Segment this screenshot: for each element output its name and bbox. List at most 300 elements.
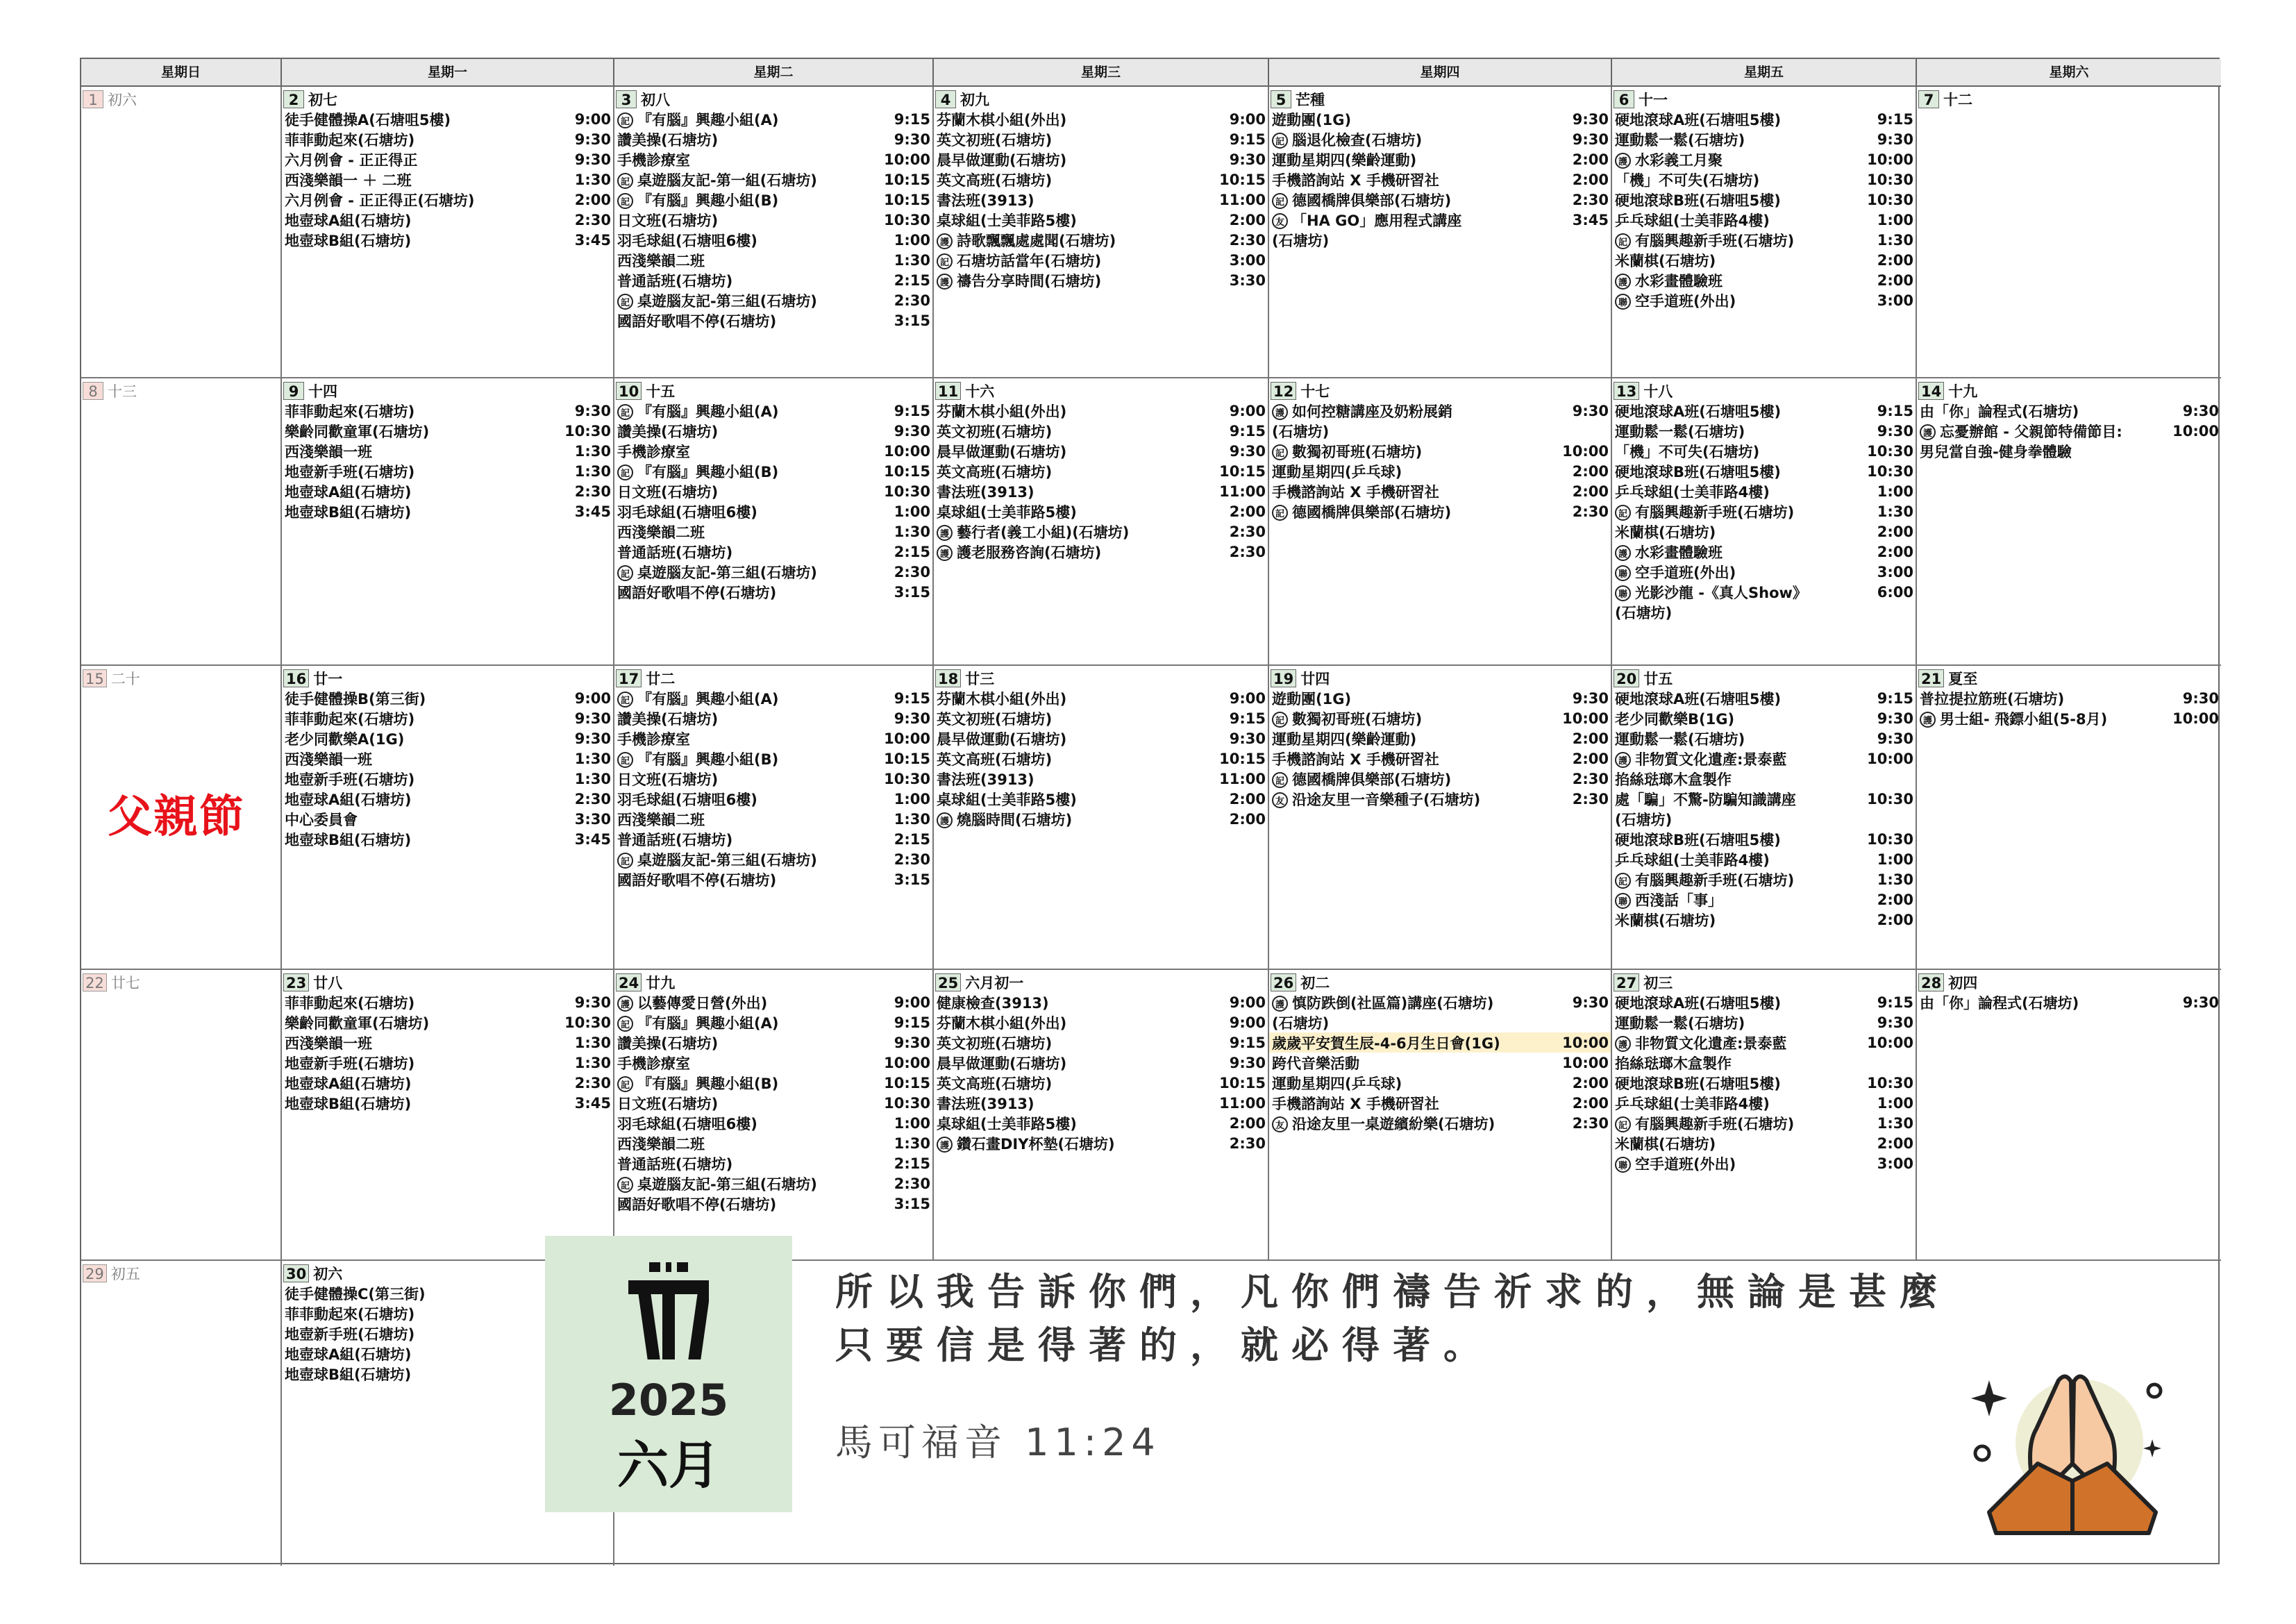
event-item bbox=[282, 1093, 613, 1113]
event-title bbox=[1615, 992, 1781, 1013]
month-banner bbox=[545, 1236, 2222, 1541]
event-title bbox=[285, 789, 411, 810]
date-number: 14 bbox=[1918, 382, 1944, 400]
event-item bbox=[934, 992, 1268, 1012]
date-header bbox=[1918, 973, 2221, 992]
date-header bbox=[83, 381, 280, 401]
event-time: 2:00 bbox=[1229, 810, 1266, 828]
event-title-text: 地壺球A組(石塘坊) bbox=[285, 791, 412, 808]
event-item bbox=[614, 829, 932, 849]
event-title-text: 『有腦』興趣小組(B) bbox=[637, 751, 779, 768]
event-item bbox=[934, 461, 1268, 481]
day-cell bbox=[81, 666, 282, 970]
event-title-text: 米蘭棋(石塘坊) bbox=[1615, 252, 1716, 269]
date-number: 9 bbox=[283, 382, 304, 400]
event-title bbox=[1615, 1012, 1745, 1033]
day-cell bbox=[1917, 666, 2221, 970]
event-time: 2:30 bbox=[1572, 1114, 1609, 1132]
event-title bbox=[617, 849, 817, 870]
event-title bbox=[937, 1093, 1034, 1114]
date-number: 1 bbox=[83, 90, 103, 108]
event-item bbox=[614, 582, 932, 602]
event-item bbox=[1612, 169, 1916, 190]
lunar-date: 廿五 bbox=[1643, 671, 1673, 687]
event-title bbox=[285, 748, 372, 769]
event-item bbox=[614, 1032, 932, 1053]
event-time: 9:15 bbox=[1229, 422, 1266, 440]
event-title bbox=[1272, 789, 1480, 810]
event-title bbox=[617, 230, 757, 251]
event-item bbox=[282, 210, 613, 230]
event-time: 1:30 bbox=[1877, 503, 1913, 520]
event-item bbox=[282, 461, 613, 481]
event-item bbox=[1612, 562, 1916, 582]
event-time: 10:00 bbox=[884, 1054, 930, 1071]
event-time: 2:30 bbox=[1572, 770, 1609, 787]
category-badge-icon: 記 bbox=[617, 565, 633, 581]
event-title bbox=[617, 250, 705, 271]
event-time: 2:30 bbox=[894, 1175, 930, 1192]
event-title bbox=[285, 1364, 411, 1384]
event-title-text: 普通話班(石塘坊) bbox=[617, 1155, 733, 1173]
event-title-text: 西淺樂韻二班 bbox=[617, 1135, 705, 1153]
category-badge-icon: 記 bbox=[617, 692, 633, 708]
date-header bbox=[616, 90, 932, 109]
event-title-text: 日文班(石塘坊) bbox=[617, 1095, 719, 1112]
event-title bbox=[937, 149, 1066, 170]
event-title-text: 運動鬆一鬆(石塘坊) bbox=[1615, 1014, 1745, 1032]
event-title bbox=[617, 748, 778, 769]
event-time: 1:30 bbox=[574, 171, 611, 188]
event-time: 9:15 bbox=[1877, 110, 1913, 128]
event-title-text: 腦退化檢查(石塘坊) bbox=[1292, 131, 1423, 149]
event-item bbox=[282, 829, 613, 849]
event-title-text: 地壺新手班(石塘坊) bbox=[285, 771, 415, 788]
event-time: 1:00 bbox=[894, 790, 930, 807]
event-item bbox=[1612, 501, 1916, 521]
event-title-text: 水彩畫體驗班 bbox=[1635, 544, 1723, 561]
event-title bbox=[1615, 270, 1723, 291]
event-item bbox=[1269, 992, 1611, 1012]
event-item bbox=[1612, 748, 1916, 769]
weekday-header: 星期六 bbox=[1917, 59, 2221, 87]
day-cell bbox=[1269, 378, 1612, 666]
event-time: 10:15 bbox=[884, 1074, 930, 1091]
event-title-text: 晨早做運動(石塘坊) bbox=[937, 730, 1067, 748]
category-badge-icon: 友 bbox=[1272, 792, 1288, 808]
event-item bbox=[1612, 210, 1916, 230]
event-title-text: 芬蘭木棋小組(外出) bbox=[937, 403, 1067, 420]
event-title bbox=[617, 1133, 705, 1154]
event-item bbox=[614, 521, 932, 542]
event-title-text: 地壺球B組(石塘坊) bbox=[285, 1366, 412, 1383]
event-item bbox=[282, 728, 613, 748]
date-header bbox=[283, 381, 613, 401]
event-time: 3:45 bbox=[574, 503, 611, 520]
event-title-text: 乒乓球組(士美菲路4樓) bbox=[1615, 851, 1770, 869]
category-badge-icon: 護 bbox=[937, 1137, 953, 1153]
event-title-text: 桌球組(士美菲路5樓) bbox=[937, 503, 1077, 521]
event-title-text: 米蘭棋(石塘坊) bbox=[1615, 1135, 1716, 1153]
event-title bbox=[937, 1012, 1066, 1033]
event-item bbox=[934, 728, 1268, 748]
event-title bbox=[1272, 441, 1422, 462]
event-title bbox=[1615, 910, 1716, 930]
day-cell bbox=[81, 970, 282, 1261]
event-item bbox=[934, 250, 1268, 270]
event-title-text: 硬地滾球A班(石塘咀5樓) bbox=[1615, 403, 1782, 420]
event-title-text: 空手道班(外出) bbox=[1635, 564, 1736, 581]
event-title bbox=[1615, 1133, 1716, 1154]
event-title-text: 地壺球B組(石塘坊) bbox=[285, 1095, 412, 1112]
event-item bbox=[1612, 1113, 1916, 1133]
event-time: 2:00 bbox=[1572, 171, 1609, 188]
event-title-text: 手機諮詢站 X 手機研習社 bbox=[1272, 171, 1439, 189]
event-title bbox=[285, 401, 414, 421]
event-title bbox=[937, 461, 1052, 482]
event-title bbox=[1272, 728, 1416, 749]
event-title-text: 羽毛球組(石塘咀6樓) bbox=[617, 232, 757, 249]
date-header bbox=[935, 381, 1268, 401]
event-time: 2:15 bbox=[894, 543, 930, 560]
event-title bbox=[937, 748, 1052, 769]
date-number: 25 bbox=[935, 973, 961, 991]
lunar-date: 夏至 bbox=[1948, 671, 1978, 687]
event-time: 10:15 bbox=[884, 462, 930, 480]
event-title bbox=[1272, 190, 1451, 210]
event-item bbox=[934, 169, 1268, 190]
event-title-text: 由「你」論程式(石塘坊) bbox=[1920, 403, 2079, 420]
event-item bbox=[1269, 728, 1611, 748]
day-cell bbox=[614, 378, 934, 666]
event-title bbox=[285, 461, 414, 482]
event-title-text: 讚美操(石塘坊) bbox=[617, 1035, 719, 1052]
category-badge-icon: 護 bbox=[1615, 1036, 1631, 1052]
day-cell bbox=[1612, 87, 1917, 378]
event-item bbox=[1612, 1093, 1916, 1113]
event-item bbox=[1612, 1012, 1916, 1032]
category-badge-icon: 記 bbox=[617, 112, 633, 128]
event-title-text: 地壺球A組(石塘坊) bbox=[285, 212, 412, 229]
event-title bbox=[937, 992, 1049, 1013]
event-title bbox=[937, 401, 1066, 421]
weekday-header: 星期三 bbox=[934, 59, 1269, 87]
category-badge-icon: 護 bbox=[1920, 424, 1936, 440]
day-cell bbox=[1917, 378, 2221, 666]
event-title bbox=[617, 441, 690, 462]
event-title-text: 地壺球A組(石塘坊) bbox=[285, 1346, 412, 1363]
event-time: 9:30 bbox=[1229, 1054, 1266, 1071]
event-title-text: 樂齡同歡童軍(石塘坊) bbox=[285, 1014, 430, 1032]
date-number: 17 bbox=[616, 669, 642, 687]
event-item bbox=[614, 789, 932, 809]
event-time: 2:00 bbox=[1229, 790, 1266, 807]
event-item bbox=[1269, 769, 1611, 789]
event-time: 9:15 bbox=[894, 402, 930, 419]
event-title bbox=[1615, 869, 1794, 890]
event-title-text: 「機」不可失(石塘坊) bbox=[1615, 171, 1760, 189]
event-title-text: 『有腦』興趣小組(B) bbox=[637, 1075, 779, 1092]
event-title-text: (石塘坊) bbox=[1272, 1014, 1330, 1032]
event-title-text: 空手道班(外出) bbox=[1635, 1155, 1736, 1173]
event-title bbox=[1920, 688, 2064, 709]
category-badge-icon: 聯 bbox=[1615, 294, 1631, 310]
event-time: 1:30 bbox=[574, 750, 611, 767]
event-title-text: 地壺新手班(石塘坊) bbox=[285, 1055, 415, 1072]
event-title-text: 讚美操(石塘坊) bbox=[617, 423, 719, 440]
event-item bbox=[934, 789, 1268, 809]
event-title bbox=[617, 290, 817, 311]
event-item bbox=[282, 1012, 613, 1032]
event-item bbox=[934, 688, 1268, 708]
event-time: 9:00 bbox=[1229, 1014, 1266, 1031]
event-time: 10:00 bbox=[1867, 151, 1913, 168]
lunar-date: 十七 bbox=[1300, 383, 1330, 400]
event-item bbox=[1269, 461, 1611, 481]
event-item bbox=[614, 1173, 932, 1194]
event-title bbox=[285, 1012, 429, 1033]
event-title bbox=[617, 461, 778, 482]
event-time: 9:30 bbox=[1572, 689, 1609, 707]
event-time: 3:15 bbox=[894, 1195, 930, 1212]
lunar-date: 廿四 bbox=[1300, 671, 1330, 687]
event-title bbox=[937, 129, 1052, 150]
event-time: 10:00 bbox=[1867, 750, 1913, 767]
event-time: 2:00 bbox=[1877, 251, 1913, 269]
event-title bbox=[1615, 149, 1723, 170]
event-time: 1:30 bbox=[574, 770, 611, 787]
event-title bbox=[1615, 542, 1723, 562]
event-title bbox=[617, 542, 732, 562]
event-time: 9:30 bbox=[1572, 110, 1609, 128]
event-title-text: (石塘坊) bbox=[1615, 604, 1673, 621]
event-item bbox=[934, 501, 1268, 521]
event-title-text: 普通話班(石塘坊) bbox=[617, 831, 733, 848]
event-item bbox=[282, 708, 613, 728]
event-time: 2:30 bbox=[574, 483, 611, 500]
event-title-text: 「機」不可失(石塘坊) bbox=[1615, 443, 1760, 460]
event-title-text: 國語好歌唱不停(石塘坊) bbox=[617, 871, 777, 889]
event-time: 9:00 bbox=[574, 689, 611, 707]
event-title-text: 掐絲琺瑯木盒製作 bbox=[1615, 1055, 1732, 1072]
event-time: 10:15 bbox=[1219, 462, 1266, 480]
event-title bbox=[1272, 169, 1439, 190]
event-title bbox=[1272, 1093, 1439, 1114]
lunar-date: 初五 bbox=[110, 1266, 140, 1282]
category-badge-icon: 記 bbox=[617, 193, 633, 209]
event-title-text: 英文高班(石塘坊) bbox=[937, 1075, 1053, 1092]
event-time: 9:00 bbox=[1229, 689, 1266, 707]
event-title bbox=[1615, 461, 1781, 482]
category-badge-icon: 記 bbox=[617, 1076, 633, 1092]
event-title bbox=[285, 1303, 414, 1324]
event-item bbox=[1917, 401, 2221, 421]
event-title bbox=[937, 728, 1066, 749]
date-number: 29 bbox=[83, 1264, 107, 1282]
event-title-text: 老少同歡樂B(1G) bbox=[1615, 710, 1735, 728]
event-time: 9:30 bbox=[1572, 994, 1609, 1011]
event-title-text: 數獨初哥班(石塘坊) bbox=[1292, 710, 1423, 728]
event-time: 2:30 bbox=[574, 1074, 611, 1091]
category-badge-icon: 記 bbox=[937, 253, 953, 269]
event-item bbox=[1612, 602, 1916, 622]
event-title-text: 日文班(石塘坊) bbox=[617, 212, 719, 229]
event-title bbox=[617, 869, 776, 890]
event-title bbox=[285, 129, 414, 150]
event-time: 10:30 bbox=[884, 483, 930, 500]
event-title bbox=[937, 501, 1077, 522]
event-title bbox=[285, 992, 414, 1013]
date-number: 24 bbox=[616, 973, 642, 991]
event-item bbox=[1269, 789, 1611, 809]
day-cell bbox=[1917, 970, 2221, 1261]
event-title bbox=[617, 270, 732, 291]
event-item bbox=[282, 230, 613, 250]
event-time: 3:00 bbox=[1229, 251, 1266, 269]
event-time: 3:45 bbox=[574, 1094, 611, 1112]
date-number: 23 bbox=[283, 973, 309, 991]
event-item bbox=[282, 748, 613, 769]
event-title-text: 徒手健體操B(第三街) bbox=[285, 690, 426, 708]
event-time: 9:30 bbox=[2182, 994, 2219, 1011]
event-item bbox=[614, 1194, 932, 1214]
event-title bbox=[1615, 230, 1794, 251]
event-title bbox=[1615, 1093, 1770, 1114]
event-title-text: 沿途友里一音樂種子(石塘坊) bbox=[1292, 791, 1481, 808]
category-badge-icon: 記 bbox=[617, 1016, 633, 1032]
event-title bbox=[617, 310, 776, 331]
event-title bbox=[1615, 748, 1786, 769]
event-title bbox=[937, 250, 1101, 271]
event-time: 2:00 bbox=[1877, 1135, 1913, 1152]
event-time: 9:30 bbox=[1877, 730, 1913, 747]
event-title bbox=[1615, 728, 1745, 749]
event-time: 10:30 bbox=[884, 211, 930, 228]
event-title bbox=[285, 1283, 426, 1304]
event-time: 2:00 bbox=[1877, 891, 1913, 908]
calendar-month: 六月 bbox=[617, 1436, 720, 1496]
event-item bbox=[1612, 270, 1916, 290]
event-time: 10:15 bbox=[884, 171, 930, 188]
event-title-text: 晨早做運動(石塘坊) bbox=[937, 443, 1067, 460]
event-title-text: 以藝傳愛日營(外出) bbox=[637, 994, 768, 1012]
event-title bbox=[1615, 169, 1759, 190]
event-time: 9:00 bbox=[574, 110, 611, 128]
event-title-text: 非物質文化遺產:景泰藍 bbox=[1635, 1035, 1787, 1052]
event-title bbox=[285, 1073, 411, 1094]
category-badge-icon: 護 bbox=[937, 274, 953, 290]
event-time: 3:45 bbox=[574, 231, 611, 249]
event-title-text: 忘憂辦館 - 父親節特備節目: bbox=[1940, 423, 2122, 440]
event-time: 10:15 bbox=[1219, 750, 1266, 767]
event-item bbox=[934, 1093, 1268, 1113]
event-title-text: 普拉提拉筋班(石塘坊) bbox=[1920, 690, 2065, 708]
date-header bbox=[616, 973, 932, 992]
event-time: 2:00 bbox=[1572, 1074, 1609, 1091]
event-title bbox=[1272, 708, 1422, 729]
date-header bbox=[1614, 90, 1916, 109]
event-time: 9:30 bbox=[1229, 151, 1266, 168]
event-title bbox=[1615, 708, 1734, 729]
date-header bbox=[1271, 381, 1611, 401]
event-title-text: 桌遊腦友記-第一組(石塘坊) bbox=[637, 171, 817, 189]
event-item bbox=[1612, 889, 1916, 910]
event-title bbox=[1272, 748, 1439, 769]
event-time: 1:30 bbox=[894, 251, 930, 269]
event-title bbox=[1920, 441, 2072, 462]
event-title-text: 日文班(石塘坊) bbox=[617, 771, 719, 788]
day-cell bbox=[1269, 666, 1612, 970]
event-title-text: 樂齡同歡童軍(石塘坊) bbox=[285, 423, 430, 440]
event-item bbox=[614, 109, 932, 129]
event-item bbox=[934, 481, 1268, 501]
event-item bbox=[614, 310, 932, 330]
event-time: 10:15 bbox=[884, 191, 930, 208]
event-title bbox=[617, 1012, 778, 1033]
category-badge-icon: 記 bbox=[617, 173, 633, 189]
event-title bbox=[1615, 521, 1716, 542]
event-item bbox=[282, 688, 613, 708]
date-header bbox=[935, 90, 1268, 109]
category-badge-icon: 護 bbox=[1615, 752, 1631, 768]
event-item bbox=[614, 149, 932, 169]
event-item bbox=[614, 748, 932, 769]
event-time: 10:00 bbox=[2172, 422, 2219, 440]
event-time: 10:30 bbox=[1867, 1074, 1913, 1091]
event-title-text: 運動鬆一鬆(石塘坊) bbox=[1615, 423, 1745, 440]
event-title bbox=[1615, 501, 1794, 522]
date-number: 19 bbox=[1271, 669, 1296, 687]
event-title bbox=[1615, 1053, 1732, 1073]
event-title bbox=[617, 688, 778, 709]
event-item bbox=[1612, 441, 1916, 461]
event-title-text: 德國橋牌俱樂部(石塘坊) bbox=[1292, 771, 1452, 788]
event-title-text: 硬地滾球A班(石塘咀5樓) bbox=[1615, 690, 1782, 708]
event-title bbox=[1615, 789, 1796, 810]
date-header bbox=[283, 669, 613, 688]
event-title-text: 光影沙龍 -《真人Show》 bbox=[1635, 584, 1807, 601]
event-title-text: 空手道班(外出) bbox=[1635, 292, 1736, 310]
event-title bbox=[937, 230, 1116, 251]
event-title-text: 菲菲動起來(石塘坊) bbox=[285, 710, 415, 728]
event-title-text: 菲菲動起來(石塘坊) bbox=[285, 403, 415, 420]
event-title bbox=[1920, 708, 2107, 729]
lunar-date: 廿九 bbox=[646, 975, 676, 991]
lunar-date: 初八 bbox=[641, 92, 670, 108]
scripture-verse-line-1: 所以我告訴你們，凡你們禱告祈求的，無論是甚麼 bbox=[835, 1270, 1950, 1314]
date-number: 5 bbox=[1271, 90, 1291, 108]
event-title bbox=[617, 789, 757, 810]
event-item bbox=[934, 1113, 1268, 1133]
event-title bbox=[1615, 481, 1770, 502]
event-title bbox=[285, 501, 411, 522]
event-title-text: 國語好歌唱不停(石塘坊) bbox=[617, 1196, 777, 1213]
event-time: 10:15 bbox=[884, 750, 930, 767]
event-time: 1:00 bbox=[894, 231, 930, 249]
date-number: 7 bbox=[1918, 90, 1939, 108]
event-title-text: 西淺樂韻一班 bbox=[285, 751, 372, 768]
event-title-text: 菲菲動起來(石塘坊) bbox=[285, 1305, 415, 1323]
event-title bbox=[285, 1093, 411, 1114]
event-time: 10:00 bbox=[2172, 710, 2219, 727]
event-time: 9:30 bbox=[894, 1034, 930, 1051]
lunar-date: 十八 bbox=[1643, 383, 1673, 400]
date-number: 18 bbox=[935, 669, 961, 687]
event-time: 3:30 bbox=[574, 810, 611, 828]
event-title-text: 西淺樂韻一 ＋ 二班 bbox=[285, 171, 412, 189]
category-badge-icon: 記 bbox=[617, 853, 633, 869]
event-title bbox=[285, 210, 411, 231]
